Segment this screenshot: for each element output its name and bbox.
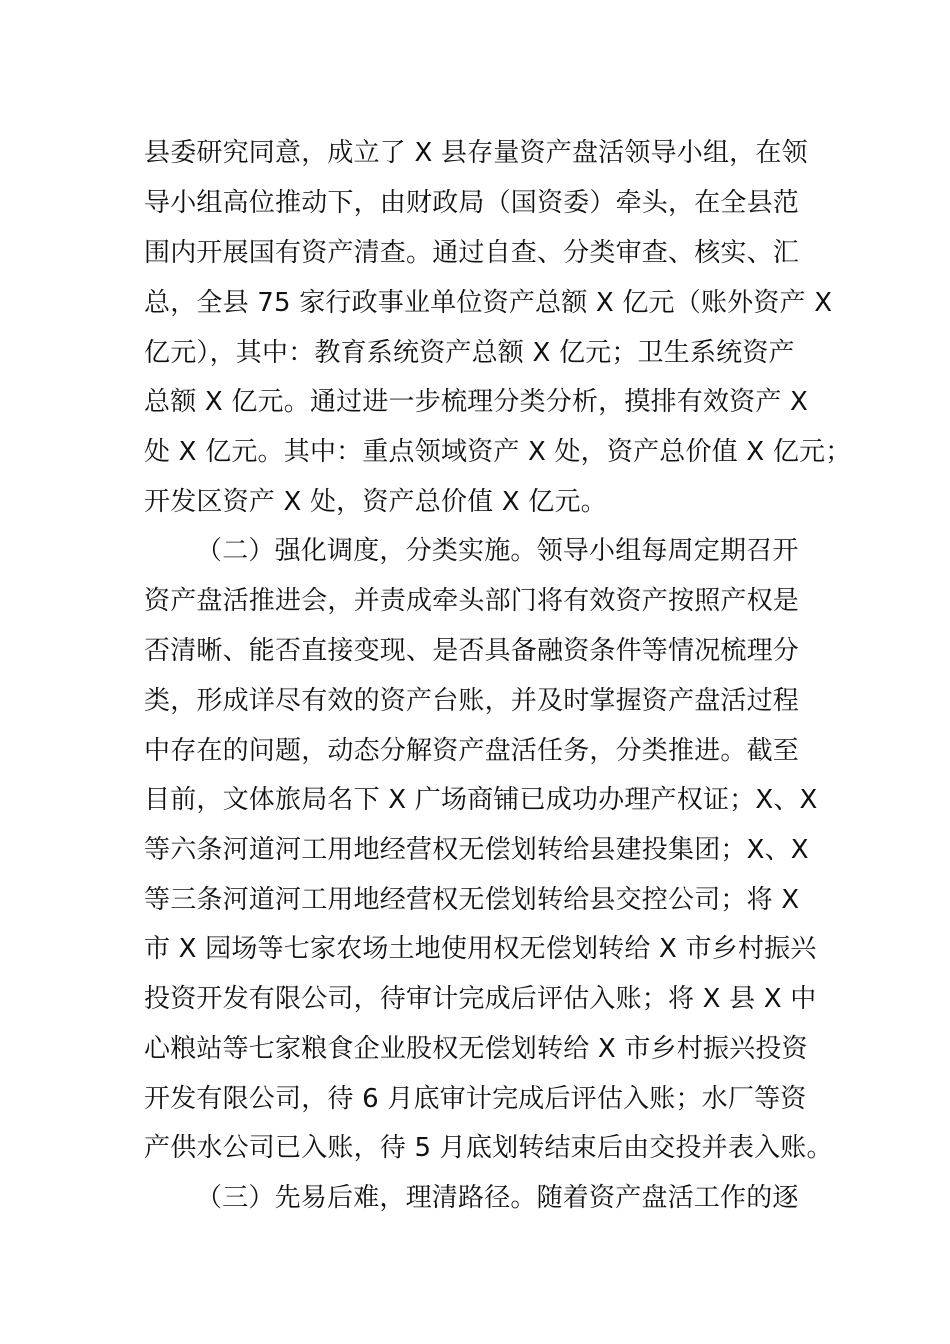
paragraph-line: 目前，文体旅局名下 X 广场商铺已成功办理产权证；X、X bbox=[144, 785, 818, 815]
paragraph-line: 开发有限公司，待 6 月底审计完成后评估入账；水厂等资 bbox=[144, 1084, 807, 1114]
paragraph-line: 否清晰、能否直接变现、是否具备融资条件等情况梳理分 bbox=[144, 636, 800, 666]
paragraph-line: 开发区资产 X 处，资产总价值 X 亿元。 bbox=[144, 487, 607, 517]
paragraph-line: 类，形成详尽有效的资产台账，并及时掌握资产盘活过程 bbox=[144, 686, 800, 716]
paragraph-line: 围内开展国有资产清查。通过自查、分类审查、核实、汇 bbox=[144, 238, 800, 268]
paragraph-line: 县委研究同意，成立了 X 县存量资产盘活领导小组，在领 bbox=[144, 138, 808, 168]
paragraph-line: 产供水公司已入账，待 5 月底划转结束后由交投并表入账。 bbox=[144, 1133, 833, 1163]
paragraph-line: 市 X 园场等七家农场土地使用权无偿划转给 X 市乡村振兴 bbox=[144, 934, 817, 964]
paragraph-line: 投资开发有限公司，待审计完成后评估入账；将 X 县 X 中 bbox=[144, 984, 817, 1014]
paragraph-line: 心粮站等七家粮食企业股权无偿划转给 X 市乡村振兴投资 bbox=[144, 1034, 808, 1064]
paragraph-line: 导小组高位推动下，由财政局（国资委）牵头，在全县范 bbox=[144, 188, 800, 218]
section-heading-3: （三）先易后难，理清路径。随着资产盘活工作的逐 bbox=[196, 1183, 799, 1213]
paragraph-line: 等六条河道河工用地经营权无偿划转给县建投集团；X、X bbox=[144, 835, 809, 865]
paragraph-line: 中存在的问题，动态分解资产盘活任务，分类推进。截至 bbox=[144, 736, 800, 766]
paragraph-line: 等三条河道河工用地经营权无偿划转给县交控公司；将 X bbox=[144, 885, 800, 915]
paragraph-line: 总额 X 亿元。通过进一步梳理分类分析，摸排有效资产 X bbox=[144, 387, 809, 417]
section-heading-2: （二）强化调度，分类实施。领导小组每周定期召开 bbox=[196, 536, 799, 566]
paragraph-line: 总，全县 75 家行政事业单位资产总额 X 亿元（账外资产 X bbox=[144, 288, 833, 318]
paragraph-line: 资产盘活推进会，并责成牵头部门将有效资产按照产权是 bbox=[144, 586, 800, 616]
paragraph-line: 处 X 亿元。其中：重点领域资产 X 处，资产总价值 X 亿元； bbox=[144, 437, 852, 467]
paragraph-line: 亿元），其中：教育系统资产总额 X 亿元；卫生系统资产 bbox=[144, 338, 795, 368]
